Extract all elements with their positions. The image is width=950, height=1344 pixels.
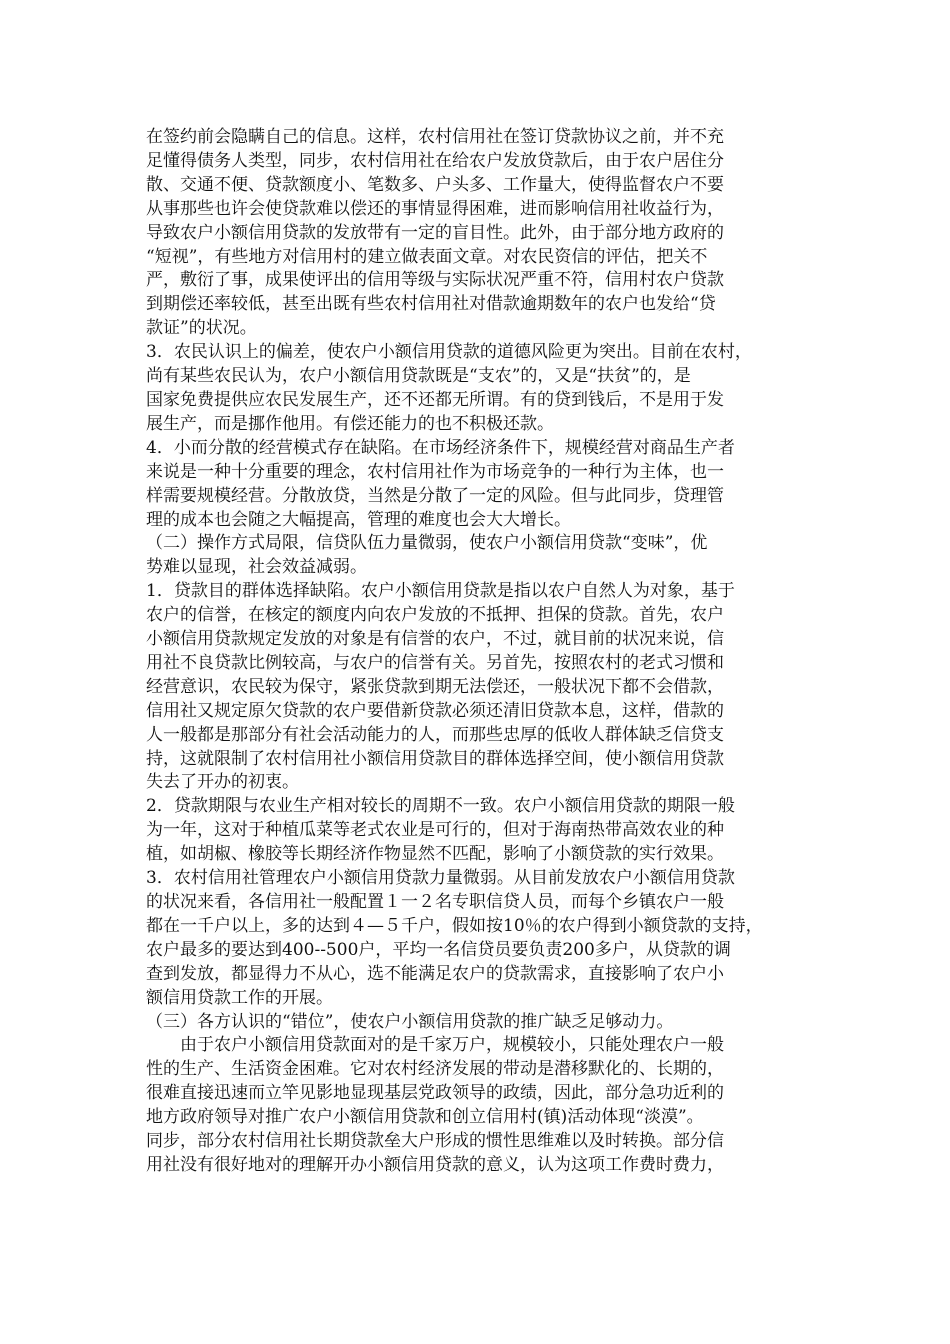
- text-line: 小额信用贷款规定发放的对象是有信誉的农户，不过，就目前的状况来说，信: [146, 629, 724, 650]
- text-line: 在签约前会隐瞒自己的信息。这样，农村信用社在签订贷款协议之前，并不充: [146, 127, 724, 147]
- text-line: 都在一千户以上，多的达到４—５千户，假如按10％的农户得到小额贷款的支持，: [146, 915, 763, 936]
- text-line: （二）操作方式局限，信贷队伍力量微弱，使农户小额信用贷款“变味”，优: [146, 533, 708, 554]
- text-line: 用社不良贷款比例较高，与农户的信誉有关。另首先，按照农村的老式习惯和: [146, 652, 724, 673]
- text-line: 国家免费提供应农民发展生产，还不还都无所谓。有的贷到钱后，不是用于发: [146, 389, 724, 410]
- text-line: 很难直接迅速而立竿见影地显现基层党政领导的政绩，因此，部分急功近利的: [146, 1083, 724, 1104]
- text-line: 失去了开办的初衷。: [146, 772, 299, 793]
- text-line: 尚有某些农民认为，农户小额信用贷款既是“支农”的，又是“扶贫”的，是: [146, 366, 691, 387]
- text-line: 经营意识，农民较为保守，紧张贷款到期无法偿还，一般状况下都不会借款，: [146, 676, 724, 697]
- text-line: 农户的信誉，在核定的额度内向农户发放的不抵押、担保的贷款。首先，农户: [146, 605, 724, 626]
- text-line: 展生产，而是挪作他用。有偿还能力的也不积极还款。: [146, 413, 554, 434]
- text-line: （三）各方认识的“错位”，使农户小额信用贷款的推广缺乏足够动力。: [146, 1011, 674, 1032]
- text-line: 势难以显现，社会效益减弱。: [146, 557, 367, 578]
- text-line: 额信用贷款工作的开展。: [146, 987, 333, 1008]
- text-line: 植，如胡椒、橡胶等长期经济作物显然不匹配，影响了小额贷款的实行效果。: [146, 844, 724, 865]
- text-line: 来说是一种十分重要的理念，农村信用社作为市场竞争的一种行为主体，也一: [146, 461, 724, 482]
- text-line: 查到发放，都显得力不从心，选不能满足农户的贷款需求，直接影响了农户小: [146, 963, 724, 984]
- text-line: 1．贷款目的群体选择缺陷。农户小额信用贷款是指以农户自然人为对象，基于: [146, 581, 735, 602]
- text-line: 由于农户小额信用贷款面对的是千家万户，规模较小，只能处理农户一般: [146, 1035, 724, 1056]
- text-line: 到期偿还率较低，甚至出既有些农村信用社对借款逾期数年的农户也发给“贷: [146, 294, 716, 315]
- body-text: [146, 126, 816, 1178]
- text-line: 2．贷款期限与农业生产相对较长的周期不一致。农户小额信用贷款的期限一般: [146, 796, 735, 817]
- text-line: 足懂得债务人类型，同步，农村信用社在给农户发放贷款后，由于农户居住分: [146, 150, 724, 171]
- text-line: 持，这就限制了农村信用社小额信用贷款目的群体选择空间，使小额信用贷款: [146, 748, 724, 769]
- text-line: 性的生产、生活资金困难。它对农村经济发展的带动是潜移默化的、长期的，: [146, 1059, 724, 1080]
- text-line: 导致农户小额信用贷款的发放带有一定的盲目性。此外，由于部分地方政府的: [146, 222, 724, 243]
- text-line: 农户最多的要达到400--500户，平均一名信贷员要负责200多户，从贷款的调: [146, 939, 731, 960]
- text-line: 为一年，这对于种植瓜菜等老式农业是可行的，但对于海南热带高效农业的种: [146, 820, 724, 841]
- text-line: 款证”的状况。: [146, 318, 257, 339]
- text-line: 地方政府领导对推广农户小额信用贷款和创立信用村(镇)活动体现“淡漠”。: [146, 1107, 704, 1128]
- text-line: 4．小而分散的经营模式存在缺陷。在市场经济条件下，规模经营对商品生产者: [146, 437, 735, 458]
- text-line: 的状况来看，各信用社一般配置１一２名专职信贷人员，而每个乡镇农户一般: [146, 892, 724, 912]
- text-line: 用社没有很好地对的理解开办小额信用贷款的意义，认为这项工作费时费力，: [146, 1154, 724, 1175]
- text-line: 3．农民认识上的偏差，使农户小额信用贷款的道德风险更为突出。目前在农村，: [146, 342, 752, 363]
- text-line: 严，敷衍了事，成果使评出的信用等级与实际状况严重不符，信用村农户贷款: [146, 270, 724, 291]
- text-line: 3．农村信用社管理农户小额信用贷款力量微弱。从目前发放农户小额信用贷款: [146, 868, 735, 889]
- text-line: 同步，部分农村信用社长期贷款垒大户形成的惯性思维难以及时转换。部分信: [146, 1131, 724, 1152]
- text-line: 散、交通不便、贷款额度小、笔数多、户头多、工作量大，使得监督农户不要: [146, 174, 724, 195]
- text-line: 人一般都是那部分有社会活动能力的人，而那些忠厚的低收人群体缺乏信贷支: [146, 724, 724, 745]
- text-line: 理的成本也会随之大幅提高，管理的难度也会大大增长。: [146, 509, 571, 530]
- text-line: 从事那些也许会使贷款难以偿还的事情显得困难，进而影响信用社收益行为，: [146, 198, 724, 219]
- text-line: 样需要规模经营。分散放贷，当然是分散了一定的风险。但与此同步，贷理管: [146, 485, 724, 506]
- text-line: “短视”，有些地方对信用村的建立做表面文章。对农民资信的评估，把关不: [146, 246, 708, 267]
- text-line: 信用社又规定原欠贷款的农户要借新贷款必须还清旧贷款本息，这样，借款的: [146, 700, 724, 721]
